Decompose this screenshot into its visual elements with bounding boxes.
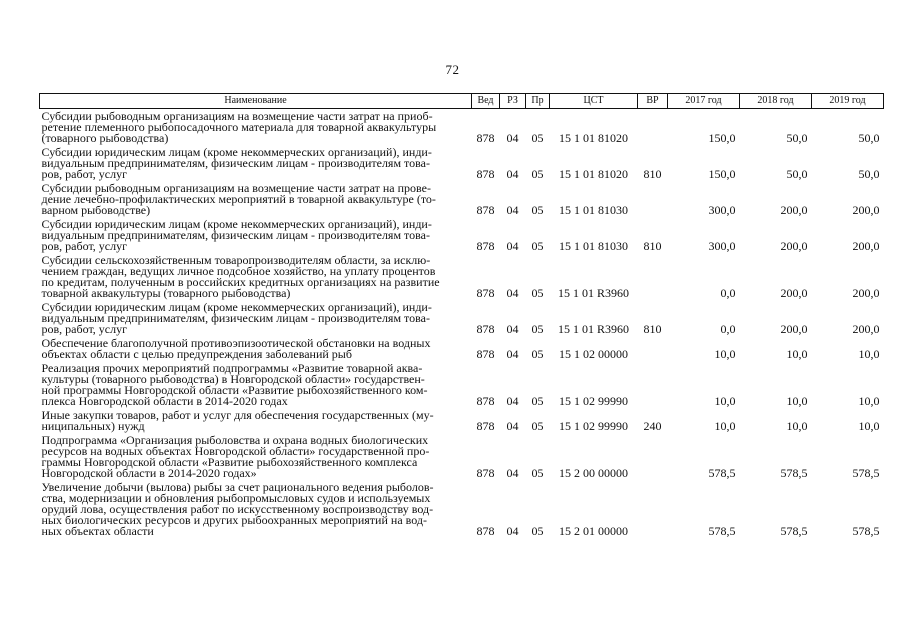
cell-name <box>40 181 472 217</box>
cell-ved: 878 <box>476 322 495 336</box>
col-header-2018: 2018 год <box>740 94 812 109</box>
cell-pr: 05 <box>531 466 544 480</box>
name-line: ных объектах области <box>41 524 154 538</box>
cell-name <box>40 300 472 336</box>
name-line: Субсидии юридическим лицам (кроме некоммерческих организаций), инди- <box>41 300 432 314</box>
cell-vr: 810 <box>643 239 662 253</box>
cell-2019: 200,0 <box>852 203 880 217</box>
cell-name <box>40 408 472 433</box>
name-line: Субсидии сельскохозяйственным товаропроизводителям области, за исклю- <box>41 253 431 267</box>
cell-2018: 200,0 <box>780 286 808 300</box>
cell-2017: 10,0 <box>714 394 736 408</box>
cell-2018: 578,5 <box>780 466 808 480</box>
table-header-row <box>40 94 884 109</box>
cell-pr: 05 <box>531 203 544 217</box>
cell-name <box>40 336 472 361</box>
table-row <box>40 408 884 433</box>
name-line: граммы Новгородской области «Развитие рыбохозяйственного комплекса <box>41 455 418 469</box>
table-row <box>40 253 884 300</box>
cell-vr <box>638 480 668 538</box>
cell-2019: 50,0 <box>858 167 880 181</box>
name-line: видуальным предпринимателям, физическим лицам - производителям това- <box>41 156 430 170</box>
table-row <box>40 433 884 480</box>
name-line: товарной аквакультуры (товарного рыбоводства) <box>41 286 291 300</box>
cell-name <box>40 109 472 146</box>
cell-2017: 10,0 <box>714 419 736 433</box>
cell-2017: 300,0 <box>708 239 736 253</box>
name-line: (товарного рыбоводства) <box>41 131 169 145</box>
table-row <box>40 217 884 253</box>
cell-pr: 05 <box>531 394 544 408</box>
cell-ved: 878 <box>476 347 495 361</box>
name-line: Новгородской области в 2014-2020 годах» <box>41 466 257 480</box>
cell-pr: 05 <box>531 347 544 361</box>
cell-2019: 578,5 <box>852 466 880 480</box>
cell-2018: 10,0 <box>786 419 808 433</box>
cell-pr: 05 <box>531 131 544 145</box>
table-row <box>40 336 884 361</box>
cell-2019: 200,0 <box>852 286 880 300</box>
cell-pr: 05 <box>531 286 544 300</box>
cell-cst: 15 2 01 00000 <box>559 524 628 538</box>
cell-2017: 0,0 <box>720 286 736 300</box>
name-line: Реализация прочих мероприятий подпрограммы «Развитие товарной аква- <box>41 361 423 375</box>
cell-name <box>40 217 472 253</box>
name-line: ной программы Новгородской области «Развитие рыбохозяйственного ком- <box>41 383 428 397</box>
cell-pr: 05 <box>531 239 544 253</box>
col-header-2017: 2017 год <box>668 94 740 109</box>
cell-2017: 578,5 <box>708 466 736 480</box>
name-line: ров, работ, услуг <box>41 322 128 336</box>
name-line: ства, модернизации и обновления рыбопромысловых судов и используемых <box>41 491 431 505</box>
name-line: орудий лова, осуществления работ по искусственному воспроизводству вод- <box>41 502 434 516</box>
col-header-name: Наименование <box>40 94 472 109</box>
name-line: видуальным предпринимателям, физическим лицам - производителям това- <box>41 311 430 325</box>
cell-cst: 15 1 01 R3960 <box>557 286 629 300</box>
name-line: Субсидии рыбоводным организациям на возмещение части затрат на прове- <box>41 181 431 195</box>
cell-cst: 15 1 01 81030 <box>559 203 628 217</box>
cell-2019: 10,0 <box>858 347 880 361</box>
cell-vr <box>638 253 668 300</box>
name-line: дение лечебно-профилактических мероприятий в товарной аквакультуре (то- <box>41 192 436 206</box>
name-line: варном рыбоводстве) <box>41 203 151 217</box>
cell-2017: 300,0 <box>708 203 736 217</box>
cell-2018: 10,0 <box>786 394 808 408</box>
table-row <box>40 181 884 217</box>
name-line: Субсидии рыбоводным организациям на возмещение части затрат на приоб- <box>41 109 433 123</box>
cell-rz: 04 <box>506 419 519 433</box>
cell-ved: 878 <box>476 419 495 433</box>
cell-cst: 15 2 00 00000 <box>559 466 628 480</box>
cell-2019: 200,0 <box>852 239 880 253</box>
cell-2019: 50,0 <box>858 131 880 145</box>
cell-ved: 878 <box>476 239 495 253</box>
cell-2017: 150,0 <box>708 167 736 181</box>
table-row <box>40 300 884 336</box>
cell-2018: 578,5 <box>780 524 808 538</box>
cell-rz: 04 <box>506 466 519 480</box>
cell-2017: 150,0 <box>708 131 736 145</box>
name-line: ниципальных) нужд <box>41 419 145 433</box>
name-line: ретение племенного рыбопосадочного материала для товарной аквакультуры <box>41 120 437 134</box>
cell-2018: 50,0 <box>786 167 808 181</box>
cell-ved: 878 <box>476 203 495 217</box>
table-row <box>40 480 884 538</box>
col-header-vr: ВР <box>638 94 668 109</box>
cell-cst: 15 1 02 99990 <box>559 394 628 408</box>
cell-ved: 878 <box>476 394 495 408</box>
table-row <box>40 361 884 408</box>
cell-name <box>40 361 472 408</box>
cell-cst: 15 1 02 00000 <box>559 347 628 361</box>
cell-vr <box>638 336 668 361</box>
cell-ved: 878 <box>476 167 495 181</box>
cell-ved: 878 <box>476 524 495 538</box>
cell-rz: 04 <box>506 203 519 217</box>
name-line: Субсидии юридическим лицам (кроме некоммерческих организаций), инди- <box>41 145 432 159</box>
cell-pr: 05 <box>531 322 544 336</box>
cell-rz: 04 <box>506 131 519 145</box>
cell-rz: 04 <box>506 524 519 538</box>
name-line: по кредитам, полученным в российских кредитных организациях на развитие <box>41 275 440 289</box>
name-line: чением граждан, ведущих личное подсобное хозяйство, на уплату процентов <box>41 264 436 278</box>
name-line: Обеспечение благополучной противоэпизоотической обстановки на водных <box>41 336 431 350</box>
name-line: видуальным предпринимателям, физическим лицам - производителям това- <box>41 228 430 242</box>
cell-2017: 578,5 <box>708 524 736 538</box>
name-line: объектах области с целью предупреждения заболеваний рыб <box>41 347 352 361</box>
cell-rz: 04 <box>506 167 519 181</box>
cell-rz: 04 <box>506 347 519 361</box>
cell-vr <box>638 361 668 408</box>
cell-name <box>40 480 472 538</box>
cell-rz: 04 <box>506 322 519 336</box>
col-header-cst: ЦСТ <box>550 94 638 109</box>
cell-name <box>40 253 472 300</box>
cell-rz: 04 <box>506 239 519 253</box>
cell-ved: 878 <box>476 286 495 300</box>
name-line: Иные закупки товаров, работ и услуг для обеспечения государственных (му- <box>41 408 434 422</box>
name-line: Субсидии юридическим лицам (кроме некоммерческих организаций), инди- <box>41 217 432 231</box>
cell-2019: 10,0 <box>858 394 880 408</box>
table-row <box>40 145 884 181</box>
cell-name <box>40 433 472 480</box>
cell-2018: 200,0 <box>780 322 808 336</box>
name-line: Увеличение добычи (вылова) рыбы за счет рационального ведения рыболов- <box>41 480 434 494</box>
name-line: Подпрограмма «Организация рыболовства и охрана водных биологических <box>41 433 429 447</box>
table-row <box>40 109 884 146</box>
cell-2019: 578,5 <box>852 524 880 538</box>
name-line: культуры (товарного рыбоводства) в Новгородской области» государствен- <box>41 372 425 386</box>
col-header-pr: Пр <box>526 94 550 109</box>
cell-vr: 810 <box>643 322 662 336</box>
cell-2018: 200,0 <box>780 203 808 217</box>
cell-ved: 878 <box>476 466 495 480</box>
cell-cst: 15 1 01 81030 <box>559 239 628 253</box>
cell-2019: 200,0 <box>852 322 880 336</box>
cell-2017: 10,0 <box>714 347 736 361</box>
name-line: плекса Новгородской области в 2014-2020 годах <box>41 394 288 408</box>
cell-2017: 0,0 <box>720 322 736 336</box>
cell-2019: 10,0 <box>858 419 880 433</box>
col-header-ved: Вед <box>472 94 500 109</box>
cell-vr: 810 <box>643 167 662 181</box>
col-header-2019: 2019 год <box>812 94 884 109</box>
cell-ved: 878 <box>476 131 495 145</box>
cell-cst: 15 1 01 81020 <box>559 167 628 181</box>
cell-pr: 05 <box>531 167 544 181</box>
cell-cst: 15 1 01 R3960 <box>557 322 629 336</box>
cell-vr <box>638 109 668 146</box>
name-line: ров, работ, услуг <box>41 239 128 253</box>
cell-2018: 200,0 <box>780 239 808 253</box>
name-line: ных биологических ресурсов и других рыбоохранных мероприятий на вод- <box>41 513 427 527</box>
budget-table <box>39 93 884 538</box>
cell-name <box>40 145 472 181</box>
cell-vr <box>638 181 668 217</box>
cell-2018: 50,0 <box>786 131 808 145</box>
cell-vr <box>638 433 668 480</box>
name-line: ров, работ, услуг <box>41 167 128 181</box>
table-body <box>40 109 884 539</box>
cell-pr: 05 <box>531 524 544 538</box>
cell-vr: 240 <box>643 419 662 433</box>
page-number: 72 <box>445 62 460 77</box>
name-line: ресурсов на водных объектах Новгородской области» государственной про- <box>41 444 430 458</box>
cell-rz: 04 <box>506 394 519 408</box>
col-header-rz: РЗ <box>500 94 526 109</box>
cell-pr: 05 <box>531 419 544 433</box>
cell-cst: 15 1 02 99990 <box>559 419 628 433</box>
cell-cst: 15 1 01 81020 <box>559 131 628 145</box>
cell-rz: 04 <box>506 286 519 300</box>
cell-2018: 10,0 <box>786 347 808 361</box>
